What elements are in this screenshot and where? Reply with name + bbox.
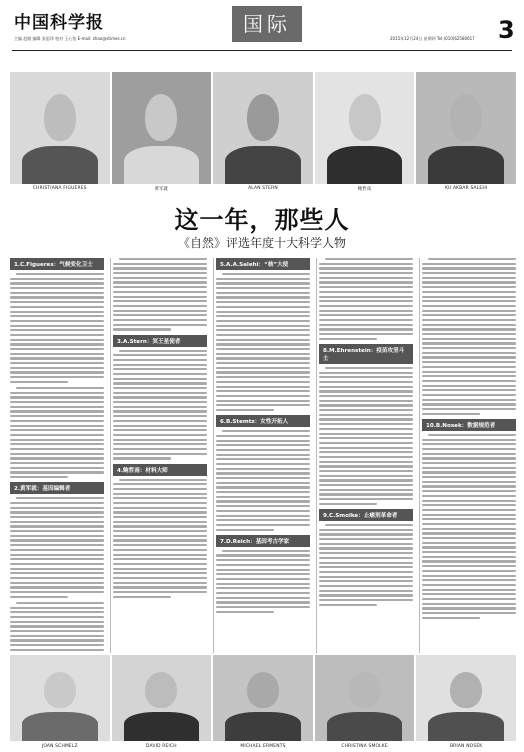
body-text-block <box>422 258 516 415</box>
body-text-block <box>216 273 310 411</box>
page-number: 3 <box>498 16 515 44</box>
section-tab: 国际 <box>232 6 302 42</box>
portrait-photo <box>112 655 212 741</box>
column-2 <box>110 258 207 653</box>
portrait-caption: CHRISTIANA FIGUERES <box>32 186 87 191</box>
portrait-caption: MICHAEL ERMENTS <box>240 744 286 749</box>
body-text-block <box>113 479 207 598</box>
portrait-photo <box>10 72 110 184</box>
profile-heading: 10.B.Nosek：数据规范者 <box>422 419 516 431</box>
profile-heading: 9.C.Smolke：止痛剂革命者 <box>319 509 413 521</box>
editor-info: 主编 赵路 编辑 张思玮 校对 王心怡 E-mail: zhao@stimes.cn <box>14 36 126 41</box>
headline: 这一年，那些人 <box>174 205 350 234</box>
profile-heading: 1.C.Figueres：气候变化卫士 <box>10 258 104 270</box>
portrait-caption: 鲍哲南 <box>357 187 372 192</box>
column-1 <box>10 258 104 653</box>
profile-heading: 6.B.Stemtz：女性开拓人 <box>216 415 310 427</box>
body-text-block <box>10 387 104 478</box>
subheadline: 《自然》评选年度十大科学人物 <box>177 236 346 250</box>
profile-heading: 3.A.Stern：冥王星使者 <box>113 335 207 347</box>
profile-heading: 7.D.Reich：基因考古学家 <box>216 535 310 547</box>
portrait-caption: BRIAN NOSEK <box>449 744 483 749</box>
body-text-block <box>319 258 413 340</box>
portrait-caption: JOAN SCHMELZ <box>41 744 78 749</box>
masthead <box>0 0 524 58</box>
body-text-block <box>10 273 104 383</box>
portrait-caption: DAVID REICH <box>145 744 177 749</box>
portrait-photo <box>315 655 415 741</box>
portrait-photo <box>213 72 313 184</box>
column-4 <box>316 258 413 653</box>
body-text-block <box>10 602 104 653</box>
column-5 <box>419 258 516 653</box>
profile-heading: 2.黄军就：基因编辑者 <box>10 482 104 494</box>
portrait-caption: 黄军就 <box>154 187 169 192</box>
top-caption-row <box>10 186 516 192</box>
bottom-portrait-row <box>10 655 516 741</box>
body-text-block <box>216 430 310 531</box>
body-text-block <box>216 550 310 613</box>
portrait-photo <box>10 655 110 741</box>
portrait-photo <box>213 655 313 741</box>
portrait-photo <box>416 655 516 741</box>
profile-heading: 5.A.A.Salehi：“核”大使 <box>216 258 310 270</box>
newspaper-logo: 中国科学报 <box>14 13 104 33</box>
profile-heading: 8.M.Ehrenstein：疫苗攻坚斗士 <box>319 344 413 364</box>
body-text-block <box>422 434 516 619</box>
portrait-photo <box>416 72 516 184</box>
portrait-photo <box>315 72 415 184</box>
body-text-block <box>10 497 104 598</box>
portrait-caption: ALAN STERN <box>248 186 278 191</box>
portrait-caption: CHRISTINA SMOLKE <box>341 744 388 749</box>
portrait-photo <box>112 72 212 184</box>
article-columns <box>10 258 516 653</box>
body-text-block <box>113 258 207 331</box>
profile-heading: 4.鲍哲南：材料大师 <box>113 464 207 476</box>
masthead-rule <box>12 50 512 51</box>
portrait-caption: KU AKBAR SALEHI <box>444 186 488 191</box>
column-3 <box>213 258 310 653</box>
bottom-caption-row <box>10 744 516 749</box>
top-portrait-row <box>10 72 516 184</box>
body-text-block <box>319 367 413 505</box>
issue-info: 2015年12月24日 星期四 Tel:(010)62580617 <box>390 36 475 41</box>
body-text-block <box>113 350 207 460</box>
body-text-block <box>319 524 413 606</box>
